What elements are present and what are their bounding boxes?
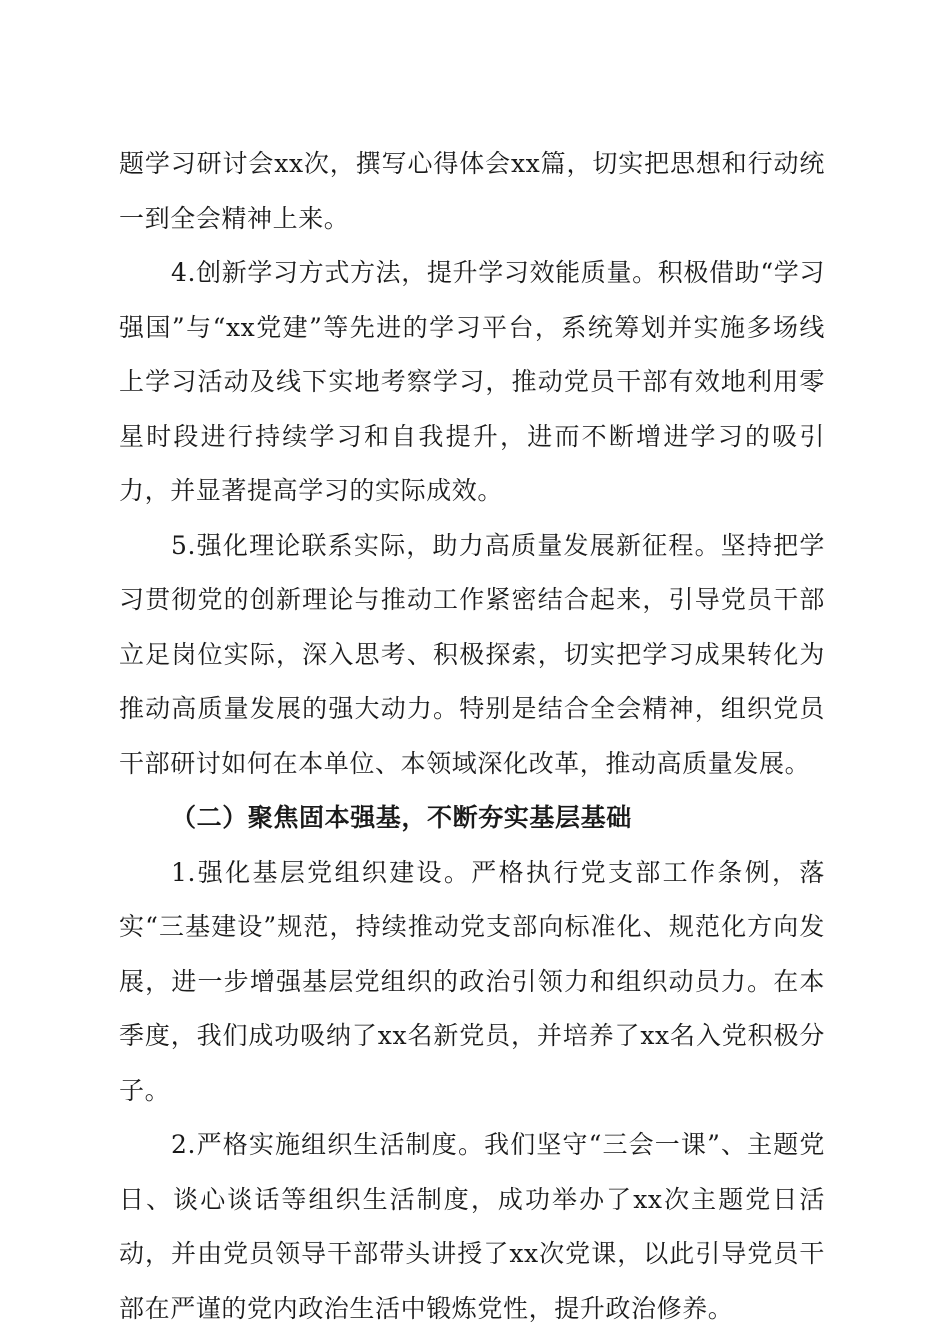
paragraph-item-1: 1.强化基层党组织建设。严格执行党支部工作条例，落实“三基建设”规范，持续推动党支部向标准化、规范化方向发展，进一步增强基层党组织的政治引领力和组织动员力。在本季度，我们成功吸纳了xx名新党员，并培养了xx名入党积极分子。 bbox=[119, 857, 825, 1105]
document-body bbox=[119, 137, 825, 1336]
paragraph-continuation: 题学习研讨会xx次，撰写心得体会xx篇，切实把思想和行动统一到全会精神上来。 bbox=[119, 149, 825, 233]
paragraph-item-5: 5.强化理论联系实际，助力高质量发展新征程。坚持把学习贯彻党的创新理论与推动工作紧密结合起来，引导党员干部立足岗位实际，深入思考、积极探索，切实把学习成果转化为推动高质量发展的强大动力。特别是结合全会精神，组织党员干部研讨如何在本单位、本领域深化改革，推动高质量发展。 bbox=[119, 530, 825, 778]
paragraph-item-2: 2.严格实施组织生活制度。我们坚守“三会一课”、主题党日、谈心谈话等组织生活制度，成功举办了xx次主题党日活动，并由党员领导干部带头讲授了xx次党课，以此引导党员干部在严谨的党内政治生活中锻炼党性，提升政治修养。 bbox=[119, 1130, 825, 1323]
section-heading-2: （二）聚焦固本强基，不断夯实基层基础 bbox=[171, 803, 632, 832]
paragraph-item-4: 4.创新学习方式方法，提升学习效能质量。积极借助“学习强国”与“xx党建”等先进的学习平台，系统筹划并实施多场线上学习活动及线下实地考察学习，推动党员干部有效地利用零星时段进行持续学习和自我提升，进而不断增进学习的吸引力，并显著提高学习的实际成效。 bbox=[119, 258, 825, 505]
